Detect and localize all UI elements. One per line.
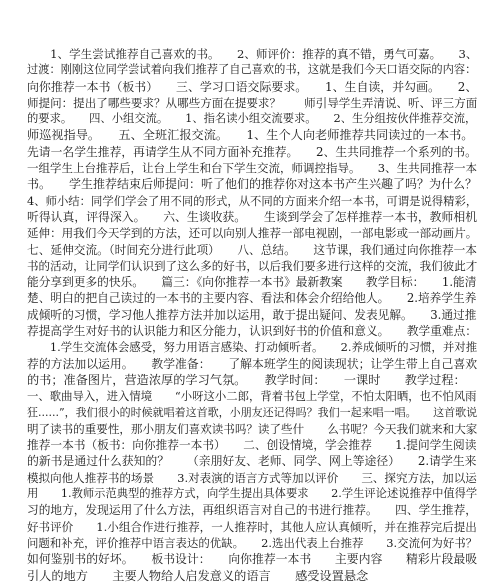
text-line: 狂......”，我们很小的时候就唱着这首歌，小朋友还记得吗？我们一起来唱一唱。 这首歌说 [27,405,478,419]
text-line: 如何鉴别书的好坏。 板书设计： 向你推荐一本书 主要内容 精彩片段最吸 [27,552,478,567]
text-line: 问题和补充，评价推荐中语言表达的优缺。 2.选出代表上台推荐 3.交流何为好书？ [27,535,478,550]
text-line: 先请一名学生推荐，再请学生从不同方面补充推荐。 2、生共同推荐一个系列的书。 [27,144,477,159]
text-line: 习的地方，发现运用了什么方法，再组织语言对自己的书进行推荐。 四、学生推荐， [27,503,477,518]
text-line: 用 1.教师示范典型的推荐方式，向学生提出具体要求 2.学生评论述说推荐中值得学 [27,487,478,501]
text-line: 的要求。 四、小组交流。 1、指名读小组交流要求。 2、生分组按伙伴推荐交流， [27,112,477,126]
text-line: 模拟向他人推荐书的场景 3.对表演的语言方式等加以评价 三、探究方法，加以运 [27,470,477,485]
text-line: 七、延伸交流。（时间充分进行此项） 八、总结。 这节课，我们通过向你推荐一本 [27,242,477,257]
text-line: 成倾听的习惯，学习他人推荐方法并加以运用，敢于提出疑问、发表见解。 3.通过推 [27,307,477,322]
text-line: 的书；准备图片，营造浓厚的学习气氛。 教学时间： 一课时 教学过程： [27,372,466,387]
text-line: 推荐一本书（板书：向你推荐一本书） 二、创设情境，学会推荐 1.提问学生阅读 [27,438,477,453]
document-body [27,46,479,584]
text-line: 好书评价 1.小组合作进行推荐，一人推荐时，其他人应认真倾听，并在推荐完后提出 [27,519,477,534]
text-line: 楚、明白的把自己读过的一本书的主要内容、看法和体会介绍给他人。 2.培养学生养 [27,291,477,306]
text-line: 引人的地方 主要人物给人启发意义的语言 感受设置悬念 [27,568,369,583]
text-line: 向你推荐一本书（板书） 三、学习口语交际要求。 1、生自读，并勾画。 2、 [27,79,478,94]
text-line: 一组学生上台推荐后，让台上学生和台下学生交流，师调控指导。 3、生共同推荐一本 [27,161,478,176]
text-line: 明了读书的重要性，那小朋友们喜欢读书吗？读了些什 么书呢？今天我们就来和大家 [27,421,478,436]
text-line: 听得认真，评得深入。 六、生谈收获。 生谈到学会了怎样推荐一本书，教师相机 [27,209,478,224]
text-line: 能分享到更多的快乐。 篇三：《向你推荐一本书》最新教案 教学目标： 1.能清 [27,275,477,290]
text-line: 荐的方法加以运用。 教学准备： 了解本班学生的阅读现状；让学生带上自己喜欢 [27,356,478,371]
text-line: 延伸：用我们今天学到的方法，还可以向别人推荐一部电视剧，一部电影或一部动画片。 [27,226,478,241]
text-line: 过渡：刚刚这位同学尝试着向我们推荐了自己喜欢的书，这就是我们今天口语交际的内容： [27,63,477,77]
text-line: 1、学生尝试推荐自己喜欢的书。 2、师评价：推荐的真不错，勇气可嘉。 3、 [27,47,478,61]
text-line: 4、师小结：同学们学会了用不同的形式，从不同的方面来介绍一本书，可谓是说得精彩， [27,193,478,208]
text-line: 书的活动，让同学们认识到了这么多的好书，以后我们要多进行这样的交流，我们彼此才 [27,258,478,273]
text-line: 书。 学生推荐结束后师提问：听了他们的推荐你对这本书产生兴趣了吗？为什么？ [27,177,477,192]
text-line: 师提问：提出了哪些要求？从哪些方面在提要求？ 师引导学生弄清说、听、评三方面 [27,95,478,110]
text-line: 一、歌曲导入，进入情境 “小呀这小二郎，背着书包上学堂，不怕太阳晒，也不怕风雨 [27,389,477,404]
text-line: 师巡视指导。 五、全班汇报交流。 1、生个人向老师推荐共同读过的一本书。 [27,128,474,143]
text-line: 的新书是通过什么获知的？ （亲朋好友、老师、同学、网上等途径） 2.请学生来 [27,454,477,469]
text-line: 荐提高学生对好书的认识能力和区分能力，认识到好书的价值和意义。 教学重难点： [27,324,477,339]
text-line: 1.学生交流体会感受，努力用语言感染、打动倾听者。 2.养成倾听的习惯，并对推 [27,340,478,355]
